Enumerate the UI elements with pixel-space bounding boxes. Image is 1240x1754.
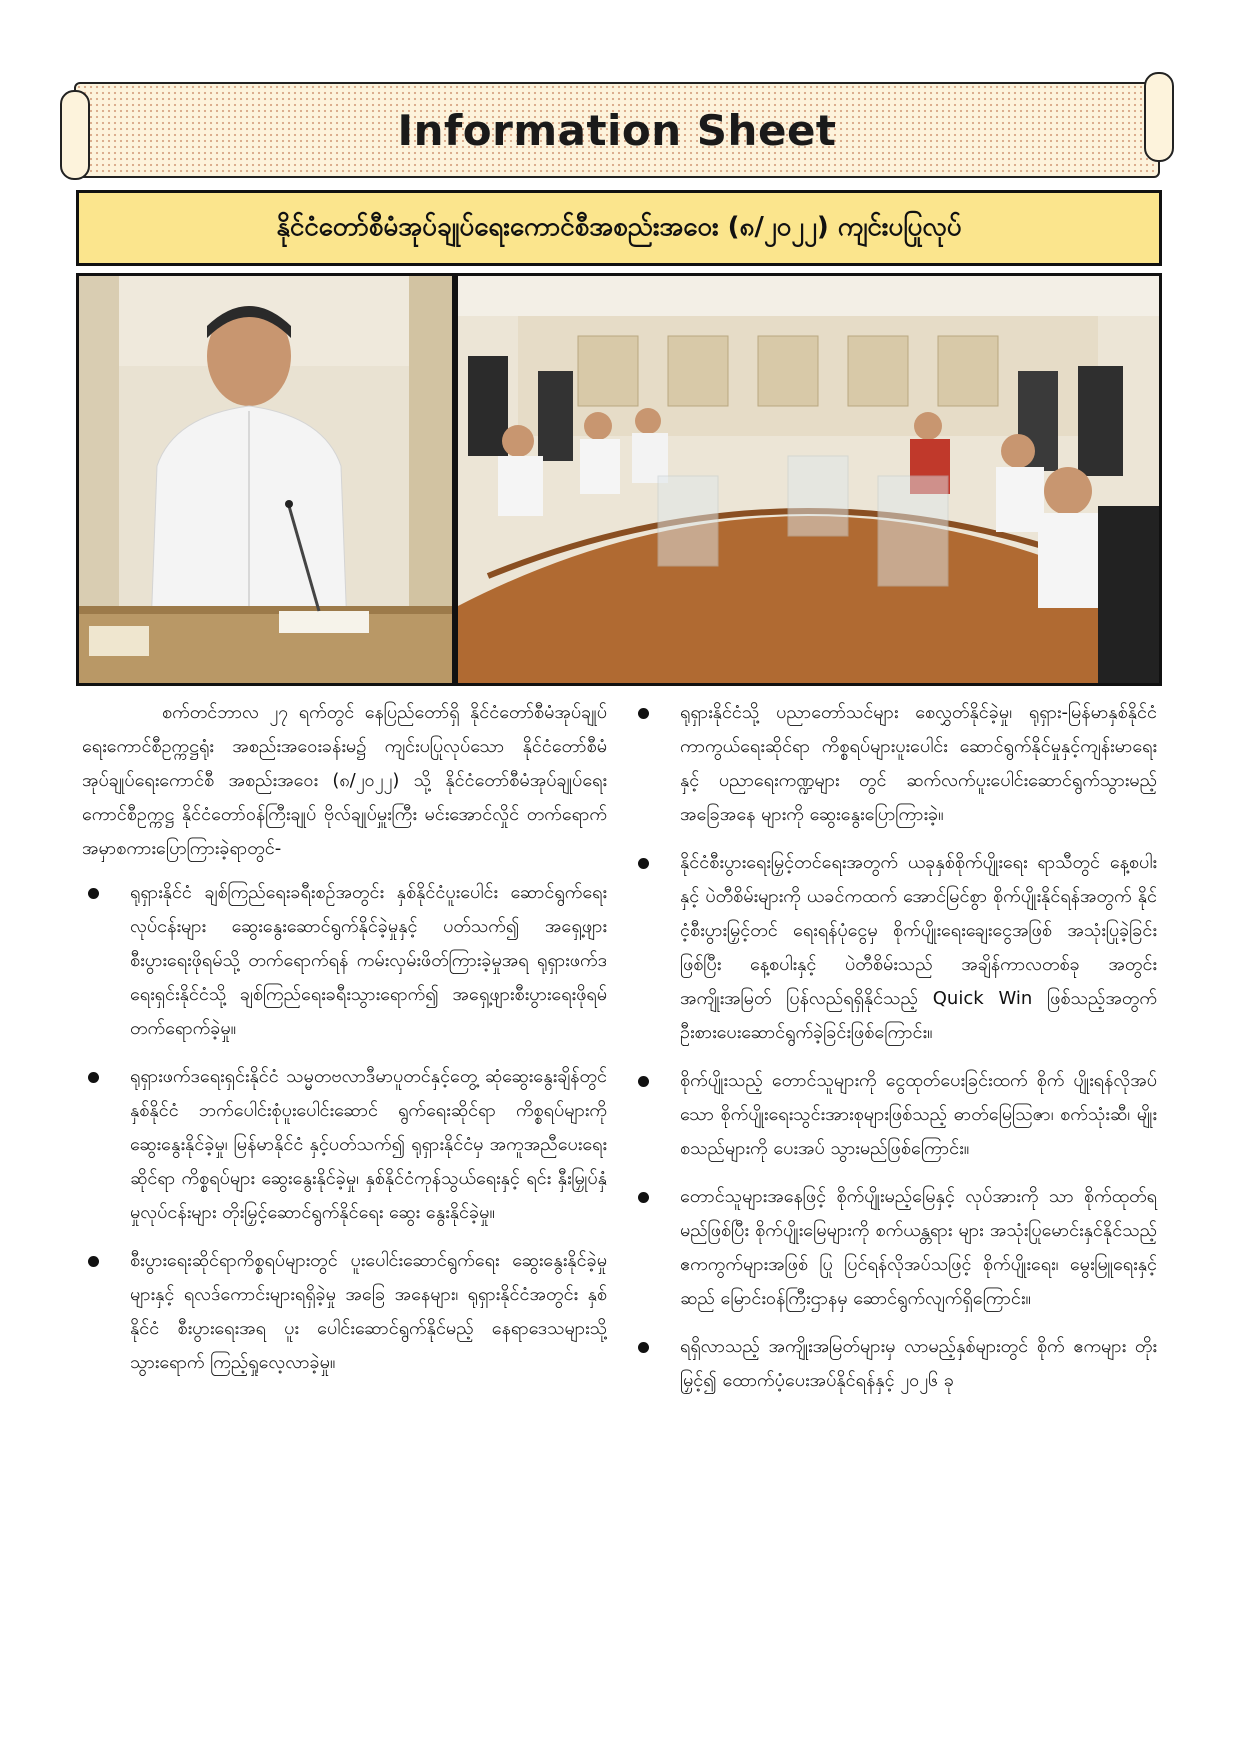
list-item-text: ရုရှားနိုင်ငံ ချစ်ကြည်ရေးခရီးစဉ်အတွင်း နှစ်နိုင်ငံပူးပေါင်း ဆောင်ရွက်ရေးလုပ်ငန်းများ ဆွေးနွေးဆောင်ရွက်နိုင်ခဲ့မှုနှင့် ပတ်သက်၍ အရှေ့ဖျားစီးပွားရေးဖိုရမ်သို့ တက်ရောက်ရန် ကမ်းလှမ်းဖိတ်ကြားခဲ့မှုအရ ရုရှားဖက်ဒရေးရှင်းနိုင်ငံသို့ ချစ်ကြည်ရေးခရီးသွားရောက်၍ အရှေ့ဖျားစီးပွားရေးဖိုရမ် တက်ရောက်ခဲ့မှု။ [130, 882, 607, 1039]
list-item-text: နိုင်ငံစီးပွားရေးမြှင့်တင်ရေးအတွက် ယခုနှစ်စိုက်ပျိုးရေး ရာသီတွင် နေ့စပါးနှင့် ပဲတီစိမ်းများကို ယခင်ကထက် အောင်မြင်စွာ စိုက်ပျိုးနိုင်ရန်အတွက် နိုင်ငံ့စီးပွားမြှင့်တင် ရေးရန်ပုံငွေမှ စိုက်ပျိုးရေးချေးငွေအဖြစ် အသုံးပြုခဲ့ခြင်း ဖြစ်ပြီး နေ့စပါးနှင့် ပဲတီစိမ်းသည် အချိန်ကာလတစ်ခု အတွင်း အကျိုးအမြတ် ပြန်လည်ရရှိနိုင်သည့် Quick Win ဖြစ်သည့်အတွက် ဦးစားပေးဆောင်ရွက်ခဲ့ခြင်းဖြစ်ကြောင်း။ [680, 852, 1157, 1043]
list-item-text: စိုက်ပျိုးသည့် တောင်သူများကို ငွေထုတ်ပေးခြင်းထက် စိုက် ပျိုးရန်လိုအပ်သော စိုက်ပျိုးရေးသွင်းအားစုများဖြစ်သည့် ဓာတ်မြေဩဇာ၊ စက်သုံးဆီ၊ မျိုး စသည်များကို ပေးအပ် သွားမည်ဖြစ်ကြောင်း။ [680, 1070, 1157, 1159]
meeting-room-photo [458, 276, 1159, 683]
list-item-text: ရရှိလာသည့် အကျိုးအမြတ်များမှ လာမည့်နှစ်များတွင် စိုက် ဧကများ တိုးမြှင့်၍ ထောက်ပံ့ပေးအပ်နိုင်ရန်နှင့် ၂၀၂၆ ခု [680, 1336, 1157, 1391]
list-item [82, 1060, 607, 1230]
article-left-column [82, 696, 607, 1394]
list-item-text: ရုရှားနိုင်ငံသို့ ပညာတော်သင်များ စေလွှတ်နိုင်ခဲ့မှု၊ ရုရှား-မြန်မာနှစ်နိုင်ငံ ကာကွယ်ရေးဆိုင်ရာ ကိစ္စရပ်များပူးပေါင်း ဆောင်ရွက်နိုင်မှုနှင့်ကျန်းမာရေးနှင့် ပညာရေးကဏ္ဍများ တွင် ဆက်လက်ပူးပေါင်းဆောင်ရွက်သွားမည့်အခြေအနေ များကို ဆွေးနွေးပြောကြားခဲ့။ [680, 702, 1157, 825]
list-item [632, 846, 1157, 1050]
meeting-room-illustration [458, 276, 1159, 683]
list-item [632, 1064, 1157, 1166]
bullet-icon [638, 1192, 649, 1203]
list-item-text: တောင်သူများအနေဖြင့် စိုက်ပျိုးမည့်မြေနှင့် လုပ်အားကို သာ စိုက်ထုတ်ရမည်ဖြစ်ပြီး စိုက်ပျိုးမြေများကို စက်ယန္တရား များ အသုံးပြုမောင်းနှင်နိုင်သည့် ဧကကွက်များအဖြစ် ပြု ပြင်ရန်လိုအပ်သဖြင့် စိုက်ပျိုးရေး၊ မွေးမြူရေးနှင့် ဆည် မြောင်းဝန်ကြီးဌာနမှ ဆောင်ရွက်လျက်ရှိကြောင်း။ [680, 1186, 1157, 1309]
speaker-photo-illustration [79, 276, 452, 683]
list-item-text: ရုရှားဖက်ဒရေးရှင်းနိုင်ငံ သမ္မတဗလာဒီမာပူတင်နှင့်တွေ့ ဆုံဆွေးနွေးချိန်တွင် နှစ်နိုင်ငံ ဘက်ပေါင်းစုံပူးပေါင်းဆောင် ရွက်ရေးဆိုင်ရာ ကိစ္စရပ်များကို ဆွေးနွေးနိုင်ခဲ့မှု၊ မြန်မာနိုင်ငံ နှင့်ပတ်သက်၍ ရုရှားနိုင်ငံမှ အကူအညီပေးရေးဆိုင်ရာ ကိစ္စရပ်များ ဆွေးနွေးနိုင်ခဲ့မှု၊ နှစ်နိုင်ငံကုန်သွယ်ရေးနှင့် ရင်း နှီးမြှုပ်နှံမှုလုပ်ငန်းများ တိုးမြှင့်ဆောင်ရွက်နိုင်ရေး ဆွေး နွေးနိုင်ခဲ့မှု။ [130, 1066, 607, 1223]
list-item [632, 1180, 1157, 1316]
list-item-text: စီးပွားရေးဆိုင်ရာကိစ္စရပ်များတွင် ပူးပေါင်းဆောင်ရွက်ရေး ဆွေးနွေးနိုင်ခဲ့မှုများနှင့် ရလဒ်ကောင်းများရရှိခဲ့မှု အခြေ အနေများ၊ ရုရှားနိုင်ငံအတွင်း နှစ်နိုင်ငံ စီးပွားရေးအရ ပူး ပေါင်းဆောင်ရွက်နိုင်မည့် နေရာဒေသများသို့ သွားရောက် ကြည့်ရှုလေ့လာခဲ့မှု။ [130, 1250, 607, 1373]
article-right-column [632, 696, 1157, 1412]
left-bullet-list [82, 876, 607, 1380]
bullet-icon [638, 1076, 649, 1087]
headline-box [76, 190, 1162, 266]
list-item [82, 1244, 607, 1380]
list-item [632, 696, 1157, 832]
title-banner [74, 82, 1160, 178]
bullet-icon [638, 858, 649, 869]
bullet-icon [88, 888, 99, 899]
page-title: Information Sheet [397, 106, 837, 155]
headline-text: နိုင်ငံတော်စီမံအုပ်ချုပ်ရေးကောင်စီအစည်းအဝေး (၈/၂၀၂၂) ကျင်းပပြုလုပ် [276, 211, 962, 242]
bullet-icon [88, 1072, 99, 1083]
bullet-icon [638, 708, 649, 719]
bullet-icon [638, 1342, 649, 1353]
right-bullet-list [632, 696, 1157, 1398]
list-item [632, 1330, 1157, 1398]
bullet-icon [88, 1256, 99, 1267]
intro-paragraph: စက်တင်ဘာလ ၂၇ ရက်တွင် နေပြည်တော်ရှိ နိုင်ငံတော်စီမံအုပ်ချုပ်ရေးကောင်စီဥက္ကဋ္ဌရုံး အစည်းအဝေးခန်းမ၌ ကျင်းပပြုလုပ်သော နိုင်ငံတော်စီမံအုပ်ချုပ်ရေးကောင်စီ အစည်းအဝေး (၈/၂၀၂၂) သို့ နိုင်ငံတော်စီမံအုပ်ချုပ်ရေးကောင်စီဥက္ကဋ္ဌ နိုင်ငံတော်ဝန်ကြီးချုပ် ဗိုလ်ချုပ်မှူးကြီး မင်းအောင်လှိုင် တက်ရောက် အမှာစကားပြောကြားခဲ့ရာတွင်- [82, 702, 607, 859]
list-item [82, 876, 607, 1046]
speaker-photo [79, 276, 452, 683]
photo-collage [76, 273, 1162, 686]
